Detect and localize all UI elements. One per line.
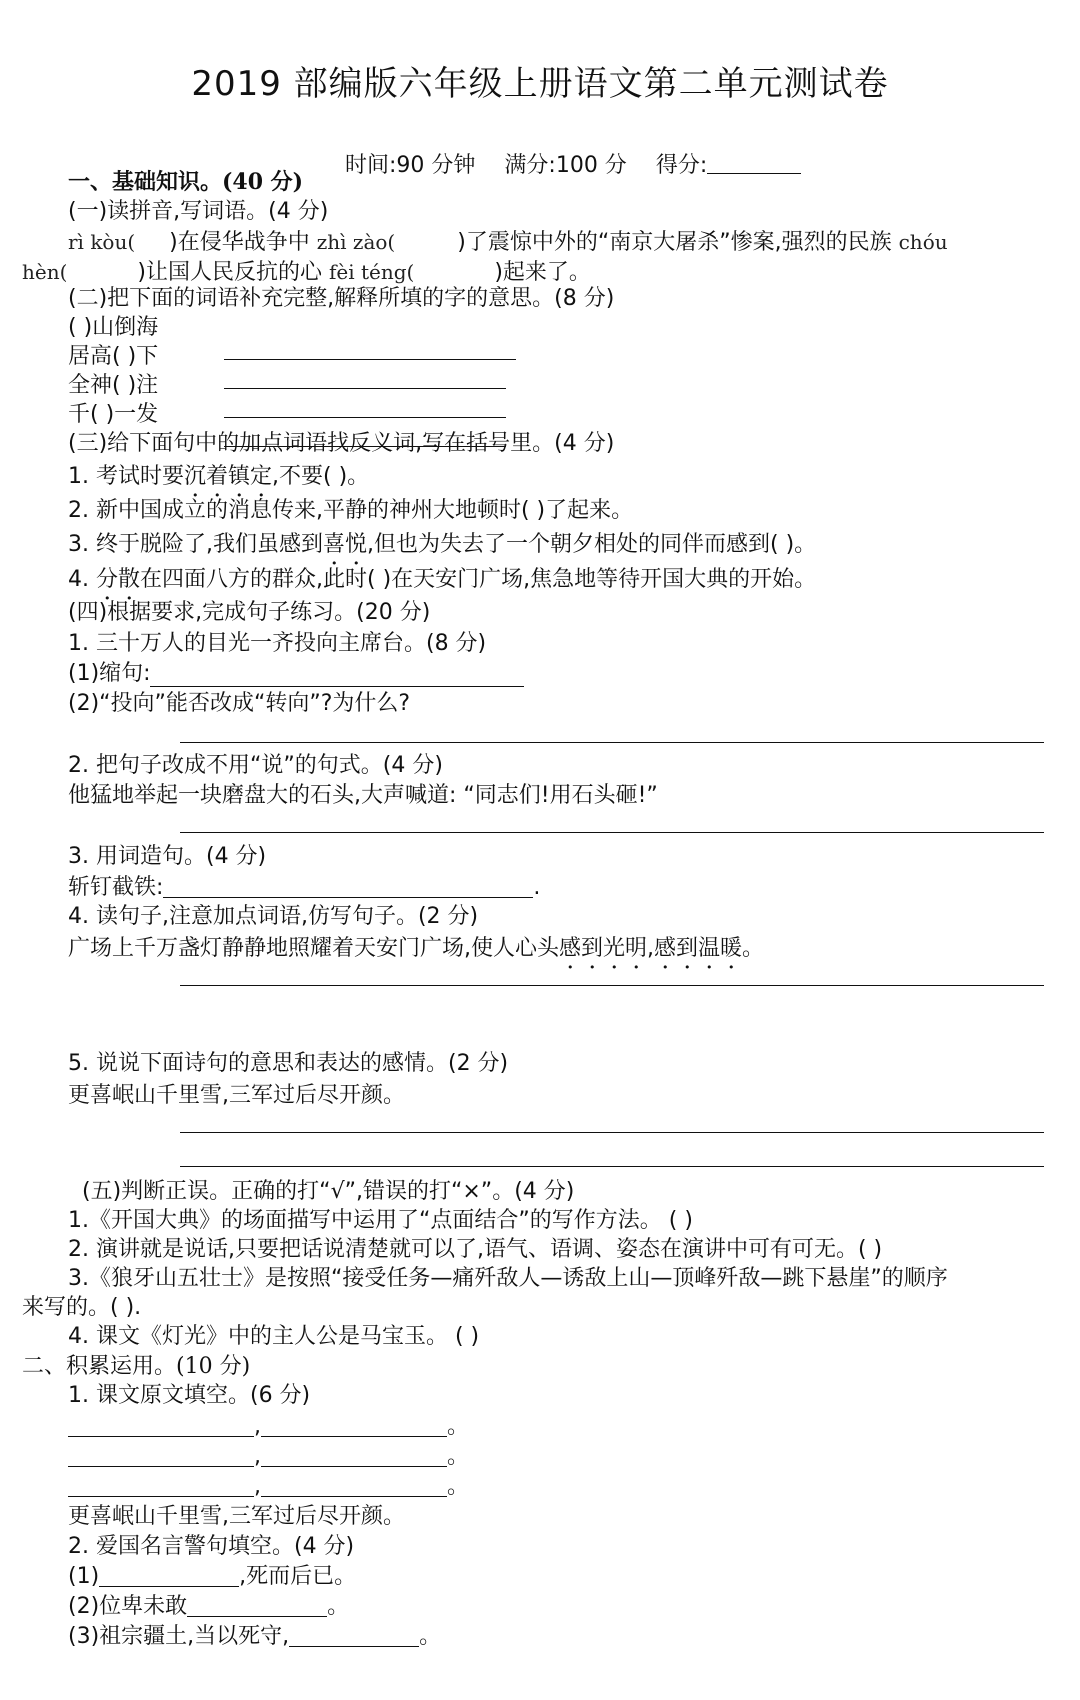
pinyin-line-2 (22, 258, 591, 287)
text: 在四面八方的群众,此时( )在天安门广场,焦急地等待开国大典的开始。 (140, 567, 817, 592)
fill-q1: 1. 课文原文填空。(6 分) (68, 1383, 311, 1408)
sentence-q4-text (68, 935, 764, 974)
text: )在侵华战争中 (169, 230, 317, 255)
sentence-q3: 3. 用词造句。(4 分) (68, 844, 267, 869)
quote-3 (68, 1623, 441, 1651)
dotted-word: 分散 (95, 567, 140, 592)
text: )让国人民反抗的心 (137, 260, 329, 285)
dotted-word: 感到温暖 (654, 936, 743, 961)
text: , (254, 1414, 261, 1439)
sentence-q4: 4. 读句子,注意加点词语,仿写句子。(2 分) (68, 904, 479, 929)
text: 3. 终于脱险了,我们虽感到 (68, 532, 323, 557)
idiom-item-3: 全神( )注 (68, 373, 159, 398)
text: , (254, 1444, 261, 1469)
pinyin-chou: chóu (898, 230, 948, 254)
judge-q1: 1.《开国大典》的场面描写中运用了“点面结合”的写作方法。 ( ) (68, 1208, 693, 1233)
part-3-heading: (三)给下面句中的加点词语找反义词,写在括号里。(4 分) (68, 431, 615, 456)
sentence-q5-poem: 更喜岷山千里雪,三军过后尽开颜。 (68, 1083, 405, 1108)
text: ,不要( )。 (272, 464, 370, 489)
sentence-q2: 2. 把句子改成不用“说”的句式。(4 分) (68, 753, 443, 778)
text: 斩钉截铁: (68, 875, 164, 900)
text: (3)祖宗疆土,当以死守, (68, 1624, 290, 1649)
answer-line[interactable] (261, 1444, 447, 1467)
answer-line[interactable] (99, 1564, 239, 1587)
pinyin-zhizao: zhì zào( (316, 230, 396, 254)
text: ,但也为失去了一个朝夕相处的同伴而感到( )。 (367, 532, 817, 557)
fill-row-2 (68, 1443, 469, 1471)
section-1-heading: 一、基础知识。(40 分) (68, 169, 304, 195)
answer-line[interactable] (68, 1414, 254, 1437)
sentence-q1-shorten: (1)缩句: (68, 661, 151, 686)
answer-line[interactable] (68, 1474, 254, 1497)
text: 。 (447, 1414, 470, 1439)
text: 4. (68, 567, 96, 592)
answer-line[interactable] (224, 388, 506, 389)
part-5-heading: (五)判断正误。正确的打“√”,错误的打“×”。(4 分) (82, 1179, 575, 1204)
text: )了震惊中外的“南京大屠杀”惨案,强烈的民族 (457, 230, 899, 255)
full-score: 满分:100 分 (504, 153, 627, 178)
text: 1. 考试时要 (68, 464, 184, 489)
answer-line[interactable] (187, 1594, 327, 1617)
judge-q3: 3.《狼牙山五壮士》是按照“接受任务—痛歼敌人—诱敌上山—顶峰歼敌—跳下悬崖”的顺序 (68, 1266, 948, 1291)
answer-line[interactable] (180, 832, 1044, 833)
judge-q3-cont: 来写的。( ). (22, 1295, 142, 1320)
text: 广场上千万盏灯静静地照耀着天安门广场,使人心头 (68, 936, 559, 961)
answer-line[interactable] (163, 875, 533, 898)
antonym-q3 (68, 531, 816, 570)
idiom-item-1: ( )山倒海 (68, 315, 159, 340)
text: 。 (742, 936, 765, 961)
judge-q2: 2. 演讲就是说话,只要把话说清楚就可以了,语气、语调、姿态在演讲中可有可无。( ) (68, 1237, 883, 1262)
score-label: 得分: (655, 153, 708, 178)
sentence-q1: 1. 三十万人的目光一齐投向主席台。(8 分) (68, 631, 487, 656)
answer-line[interactable] (224, 417, 506, 418)
dotted-word: 喜悦 (322, 532, 367, 557)
pinyin-feiteng: fèi téng( (328, 260, 415, 284)
answer-line[interactable] (180, 1132, 1044, 1133)
pinyin-hen: hèn( (22, 260, 68, 284)
text: ,死而后已。 (239, 1564, 357, 1589)
text: , (647, 936, 655, 961)
pinyin-line-1 (68, 228, 948, 257)
text: (2)位卑未敢 (68, 1594, 188, 1619)
answer-line[interactable] (261, 1474, 447, 1497)
fill-q2: 2. 爱国名言警句填空。(4 分) (68, 1534, 355, 1559)
fill-row-4: 更喜岷山千里雪,三军过后尽开颜。 (68, 1504, 405, 1529)
idiom-item-4: 千( )一发 (68, 402, 159, 427)
answer-line[interactable] (261, 1414, 447, 1437)
text: 。 (447, 1474, 470, 1499)
answer-line[interactable] (224, 359, 516, 360)
quote-1 (68, 1563, 356, 1591)
antonym-q2: 2. 新中国成立的消息传来,平静的神州大地顿时( )了起来。 (68, 498, 634, 523)
judge-q4: 4. 课文《灯光》中的主人公是马宝玉。 ( ) (68, 1324, 480, 1349)
part-4-heading: (四)根据要求,完成句子练习。(20 分) (68, 600, 431, 625)
text: )起来了。 (494, 260, 591, 285)
part-1-heading: (一)读拼音,写词语。(4 分) (68, 199, 329, 224)
answer-line[interactable] (180, 742, 1044, 743)
idiom-item-2: 居高( )下 (68, 344, 159, 369)
sentence-q3-idiom (68, 874, 540, 902)
text: 。 (327, 1594, 350, 1619)
fill-row-3 (68, 1473, 469, 1501)
sentence-q2-text: 他猛地举起一块磨盘大的石头,大声喊道: “同志们!用石头砸!” (68, 783, 658, 808)
dotted-word: 感到光明 (559, 936, 648, 961)
text: (1) (68, 1564, 100, 1589)
pinyin-rikou: rì kòu( (68, 230, 136, 254)
answer-line[interactable] (180, 1166, 1044, 1167)
section-2-heading: 二、积累运用。(10 分) (22, 1354, 251, 1379)
text: , (254, 1474, 261, 1499)
answer-line[interactable] (289, 1624, 419, 1647)
dotted-word: 沉着镇定 (183, 464, 272, 489)
part-2-heading: (二)把下面的词语补充完整,解释所填的字的意思。(8 分) (68, 286, 615, 311)
page-title: 2019 部编版六年级上册语文第二单元测试卷 (191, 64, 889, 104)
answer-line[interactable] (68, 1444, 254, 1467)
score-blank[interactable] (707, 153, 801, 174)
fill-row-1 (68, 1413, 469, 1441)
text: 。 (419, 1624, 442, 1649)
exam-time: 时间:90 分钟 (345, 153, 476, 178)
sentence-q1-why: (2)“投向”能否改成“转向”?为什么? (68, 691, 411, 716)
text: 。 (447, 1444, 470, 1469)
answer-line[interactable] (150, 686, 524, 687)
sentence-q5: 5. 说说下面诗句的意思和表达的感情。(2 分) (68, 1051, 509, 1076)
text: . (533, 875, 541, 900)
answer-line[interactable] (180, 985, 1044, 986)
quote-2 (68, 1593, 349, 1621)
exam-meta (345, 148, 823, 179)
